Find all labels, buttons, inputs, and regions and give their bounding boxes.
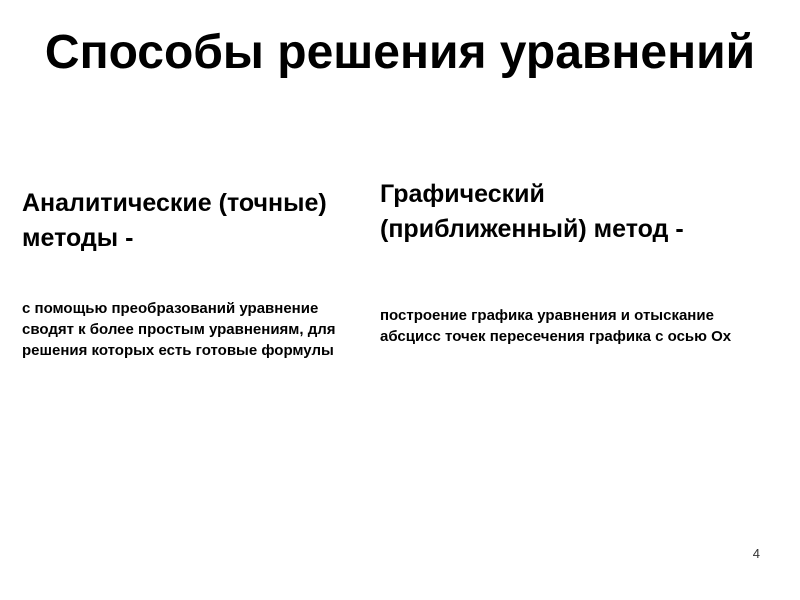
graphic-method-heading: Графический (приближенный) метод -	[380, 180, 684, 243]
analytic-methods-description: с помощью преобразований уравнение сводят к более простым уравнениям, для решения которых есть готовые формулы	[22, 300, 336, 359]
page-number: 4	[752, 546, 760, 561]
slide-title: Способы решения уравнений	[44, 26, 756, 79]
graphic-method-description: построение графика уравнения и отыскание абсцисс точек пересечения графика с осью Ох	[380, 307, 732, 345]
analytic-methods-heading: Аналитические (точные) методы -	[22, 189, 327, 252]
